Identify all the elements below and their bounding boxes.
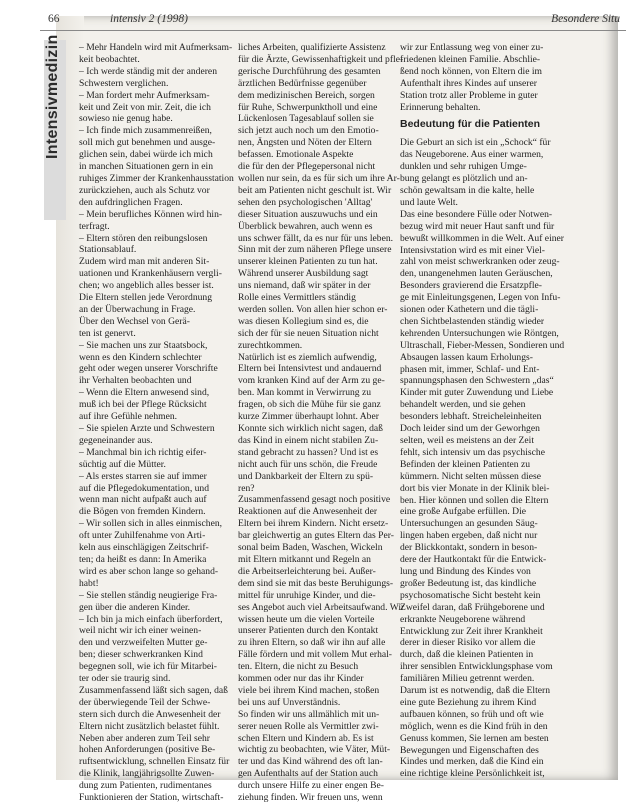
- text-line: ben. Hier können und sollen die Eltern: [400, 494, 549, 506]
- text-line: geht oder wegen unserer Vorschrifte: [79, 363, 218, 375]
- text-line: ärztlichen Bedürfnisse gegenüber: [238, 77, 367, 89]
- text-line: was diesen Kollegium sind es, die: [238, 315, 369, 327]
- text-line: Überblick bewahren, auch wenn es: [238, 220, 373, 232]
- text-line: das Neugeborene. Aus einer warmen,: [400, 149, 544, 161]
- text-line: Reaktionen auf die Anwesenheit der: [238, 506, 378, 518]
- text-line: ten; da heißt es dann: In Amerika: [79, 553, 207, 565]
- text-line: – Ich werde ständig mit der anderen: [79, 65, 217, 77]
- text-line: ihr Verhalten beobachten und: [79, 375, 192, 387]
- text-line: den, unangenehmen lauten Geräuschen,: [400, 268, 553, 280]
- text-line: Entwicklung zur Zeit ihrer Krankheit: [400, 625, 543, 637]
- text-line: schen Eltern und Kindern ab. Es ist: [238, 732, 374, 744]
- text-line: werden sollen. Von allen hier schon er-: [238, 303, 388, 315]
- text-line: Während unserer Ausbildung sagt: [238, 268, 369, 280]
- text-line: Das eine besondere Fülle oder Notwen-: [400, 208, 553, 220]
- text-line: Station trotz aller Probleme in guter: [400, 89, 538, 101]
- text-line: – Man fordert mehr Aufmerksam-: [79, 89, 210, 101]
- text-line: dung zum Patienten, rudimentanes: [79, 780, 212, 792]
- text-line: aufbauen können, so früh und oft wie: [400, 708, 544, 720]
- text-line: zahl von meist schwerkranken oder zeug-: [400, 256, 560, 268]
- text-line: zurückziehen, auch als Schutz vor: [79, 184, 210, 196]
- text-line: für die Ärzte, Gewissenhaftigkeit und pfle-: [238, 53, 404, 65]
- text-line: für Ruhe, Schwerpunktholl und eine: [238, 101, 378, 113]
- text-line: Die Eltern stellen jede Verordnung: [79, 292, 213, 304]
- text-line: Fälle fördern und mit vollem Mut erhal-: [238, 649, 392, 661]
- text-line: Zusammenfassend läßt sich sagen, daß: [79, 684, 228, 696]
- text-line: vom kranken Kind auf der Arm zu ge-: [238, 375, 385, 387]
- text-line: Funktionieren der Station, wirtschaft-: [79, 792, 224, 804]
- text-line: viele bei ihrem Kind machen, stoßen: [238, 684, 380, 696]
- text-line: und laute Welt.: [400, 196, 458, 208]
- text-line: chen Sichtbelastenden ständig wieder: [400, 315, 545, 327]
- text-line: sich jetzt auch noch um den Emotio-: [238, 125, 379, 137]
- text-line: unserer Patienten durch den Kontakt: [238, 625, 379, 637]
- text-line: glichen sein, dabei würde ich mich: [79, 149, 213, 161]
- journal-title: intensiv 2 (1998): [110, 13, 188, 25]
- text-line: spannungsphasen den Schwestern „das“: [400, 375, 554, 387]
- text-line: So finden wir uns allmählich mit un-: [238, 708, 380, 720]
- text-line: Zusammenfassend gesagt noch positive: [238, 494, 391, 506]
- article-running-title: Besondere Situ: [551, 13, 620, 25]
- text-line: Rolle eines Vermittlers ständig: [238, 292, 356, 304]
- text-line: psychosomatische Sicht besteht kein: [400, 589, 541, 601]
- text-line: ge mit Einleitungsgenen, Legen von Infu-: [400, 292, 561, 304]
- text-line: uns niemand, daß wir später in der: [238, 280, 371, 292]
- text-line: Kindes und merken, daß die Kind ein: [400, 756, 544, 768]
- text-line: wir zur Entlassung weg von einer zu-: [400, 42, 544, 53]
- text-line: – Ich bin ja mich einfach überfordert,: [79, 613, 223, 625]
- text-line: – Eltern stören den reibungslosen: [79, 232, 208, 244]
- text-line: kurze Zimmer überhaupt lohnt. Aber: [238, 411, 379, 423]
- text-line: gen über die anderen Kinder.: [79, 601, 191, 613]
- text-column-middle: [238, 42, 405, 804]
- text-line: bar gleichwertig an gutes Eltern das Per-: [238, 530, 394, 542]
- text-line: bung gelangt es plötzlich und an-: [400, 173, 528, 185]
- text-line: ßend noch können, von Eltern die im: [400, 65, 543, 77]
- text-line: Kinder mit guter Zuwendung und Liebe: [400, 387, 554, 399]
- text-line: dem sind sie mit das beste Beruhigungs-: [238, 577, 394, 589]
- text-line: – Wenn die Eltern anwesend sind,: [79, 387, 210, 399]
- text-line: Untersuchungen an gesunden Säug-: [400, 518, 538, 530]
- text-line: selten, weil es meistens an der Zeit: [400, 435, 535, 446]
- text-line: Bewegungen und Eigenschaften des: [400, 744, 539, 756]
- text-line: gen Aufenthalts auf der Station auch: [238, 768, 378, 780]
- text-line: – Mehr Handeln wird mit Aufmerksam-: [79, 42, 233, 53]
- text-line: sonal beim Baden, Waschen, Wickeln: [238, 542, 383, 554]
- text-line: sich der für sie neuen Situation nicht: [238, 327, 379, 339]
- text-line: friedenen kleinen Familie. Abschlie-: [400, 53, 541, 65]
- text-line: Aufenthalt ihres Kindes auf unserer: [400, 77, 537, 89]
- text-line: durch, daß die kleinen Patienten in: [400, 649, 534, 661]
- text-column-left: [79, 42, 234, 804]
- text-line: sehen den psychologischen 'Alltag': [238, 196, 373, 208]
- section-body: [400, 137, 565, 780]
- text-line: familiären Milieu getrennt werden.: [400, 673, 535, 685]
- text-line: zu ihren Eltern, so daß wir ihn auf alle: [238, 637, 386, 649]
- text-line: dunklen und sehr ruhigen Umge-: [400, 161, 527, 173]
- text-line: ben. Man kommt in Verwirrung zu: [238, 387, 372, 399]
- text-line: – Wir sollen sich in alles einmischen,: [79, 518, 223, 530]
- text-line: weil nicht wir ich einer weinen-: [79, 625, 202, 637]
- text-line: nicht auch für uns schön, die Freude: [238, 458, 378, 470]
- text-line: wissen heute um die vielen Vorteile: [238, 613, 375, 625]
- text-line: beit am Patienten nicht geschult ist. Wir: [238, 184, 392, 196]
- text-line: serer neuen Rolle als Vermittler zwi-: [238, 720, 379, 732]
- text-line: hohen Anforderungen (positive Be-: [79, 744, 216, 756]
- text-line: Genuss kommen, Sie lernen am besten: [400, 732, 549, 744]
- text-line: ziehung finden. Wir freuen uns, wenn: [238, 792, 383, 804]
- text-line: eine große Aufgabe erfüllen. Die: [400, 506, 526, 518]
- text-line: auf ihre Gefühle nehmen.: [79, 411, 178, 423]
- text-line: behandelt werden, und sie gehen: [400, 399, 526, 411]
- text-line: dere der Hautkontakt für die Entwick-: [400, 554, 547, 566]
- text-line: befassen. Emotionale Aspekte: [238, 149, 354, 161]
- text-line: soll mich gut benehmen und ausge-: [79, 137, 216, 149]
- text-line: ter oder sie traurig sind.: [79, 673, 171, 685]
- text-line: gegeneinander aus.: [79, 434, 153, 446]
- text-line: ruhiges Zimmer der Krankenhausstation: [79, 172, 234, 184]
- text-line: lingen haben ergeben, daß nicht nur: [400, 530, 538, 542]
- text-line: zurechtkommen.: [238, 339, 303, 351]
- text-line: großer Bedeutung ist, das kindliche: [400, 577, 537, 589]
- text-line: dieser Situation auszuwuchs und ein: [238, 208, 378, 220]
- text-line: möglich, wenn es die Kind früh in den: [400, 720, 548, 732]
- text-line: in manchen Situationen gern in ein: [79, 161, 214, 173]
- text-line: stern sich durch die Anwesenheit der: [79, 708, 221, 720]
- text-line: Zudem wird man mit anderen Sit-: [79, 256, 210, 268]
- text-line: wird es aber schon lange so gehand-: [79, 565, 219, 577]
- text-line: – Sie stellen ständig neugierige Fra-: [79, 589, 218, 601]
- text-line: chen; wo angeblich alles besser ist.: [79, 280, 214, 292]
- text-line: gerische Durchführung des gesamten: [238, 65, 381, 77]
- text-line: und Dankbarkeit der Eltern zu spü-: [238, 470, 374, 482]
- closing-paragraph: [400, 42, 544, 113]
- text-line: derer in dieser Risiko vor allem die: [400, 637, 536, 649]
- text-line: Stationsablauf.: [79, 244, 137, 256]
- text-line: mit Eltern mitkannt und Regeln an: [238, 553, 371, 565]
- text-line: erkrankte Neugeborene während: [400, 613, 526, 625]
- text-line: Darum ist es notwendig, daß die Eltern: [400, 685, 551, 697]
- text-line: – Sie spielen Arzte und Schwestern: [79, 423, 215, 434]
- text-line: süchtig auf die Mütter.: [79, 458, 166, 470]
- text-line: terfragt.: [79, 220, 110, 232]
- text-line: wenn es den Kindern schlechter: [79, 351, 202, 363]
- text-line: an der Überwachung in Frage.: [79, 303, 196, 315]
- text-line: Eltern bei Intensivtest und andauernd: [238, 363, 382, 375]
- running-header: [40, 8, 626, 31]
- text-line: die Klinik, langjährigsollte Zuwen-: [79, 768, 215, 780]
- text-line: ren?: [238, 482, 255, 494]
- text-line: keln aus einschlägigen Zeitschrif-: [79, 542, 209, 554]
- text-line: das Kind in einem nicht stabilen Zu-: [238, 434, 379, 446]
- text-line: – Manchmal bin ich richtig eifer-: [79, 446, 207, 458]
- text-line: durch unsere Hilfe zu einer engen Be-: [238, 780, 384, 792]
- text-line: den aufdringlichen Fragen.: [79, 196, 183, 208]
- text-line: unserer kleinen Patienten zu tun hat.: [238, 256, 378, 268]
- text-line: bewußt willkommen in die Welt. Auf einer: [400, 232, 564, 244]
- text-line: uationen und Krankenhäusern vergli-: [79, 268, 222, 280]
- text-line: schön gewaltsam in die kalte, helle: [400, 184, 535, 196]
- text-line: Befinden der kleinen Patienten zu: [400, 458, 531, 470]
- text-line: lung und Bindung des Kindes von: [400, 565, 531, 577]
- text-line: Die Geburt an sich ist ein „Schock“ für: [400, 137, 551, 149]
- text-line: Über den Wechsel von Gerä-: [79, 315, 190, 327]
- text-line: die Arbeitserleichterung bei. Außer-: [238, 565, 376, 577]
- text-line: ter und das Kind während des oft lan-: [238, 756, 383, 768]
- text-line: ses Angebot auch viel Arbeitsaufwand. Wir: [238, 601, 405, 613]
- text-line: wichtig zu beobachten, wie Väter, Müt-: [238, 744, 391, 756]
- text-line: kümmern. Nicht selten müssen diese: [400, 470, 541, 482]
- page-number: 66: [48, 13, 60, 25]
- text-line: eine richtige kleine Persönlichkeit ist,: [400, 768, 545, 780]
- text-line: eine gute Beziehung zu ihrem Kind: [400, 696, 537, 708]
- text-column-right: [400, 42, 565, 780]
- text-line: Zweifel daran, daß Frühgeborene und: [400, 601, 545, 613]
- text-line: – Ich finde mich zusammenreißen,: [79, 125, 212, 137]
- text-line: Konnte sich wirklich nicht sagen, daß: [238, 423, 383, 434]
- text-line: muß ich bei der Pflege Rücksicht: [79, 399, 207, 411]
- text-line: phasen mit, immer, Schlaf- und Ent-: [400, 363, 540, 375]
- text-line: – Mein berufliches Können wird hin-: [79, 208, 223, 220]
- text-line: keit und Zeit von mir. Zeit, die ich: [79, 101, 211, 113]
- section-heading: Bedeutung für die Patienten: [400, 118, 541, 131]
- text-line: liches Arbeiten, qualifizierte Assistenz: [238, 42, 386, 53]
- text-line: Erinnerung behalten.: [400, 101, 481, 113]
- text-line: nen, Ängsten und Nöten der Eltern: [238, 137, 372, 149]
- text-line: ten ist genervt.: [79, 327, 136, 339]
- text-line: wenn man nicht aufpaßt auch auf: [79, 494, 207, 506]
- text-line: kommen oder nur das ihr Kinder: [238, 673, 364, 685]
- text-line: oft unter Zuhilfenahme von Arti-: [79, 530, 206, 542]
- text-line: ten. Eltern, die nicht zu Besuch: [238, 661, 359, 673]
- text-line: mittel für unruhige Kinder, und die-: [238, 589, 376, 601]
- text-line: Natürlich ist es ziemlich aufwendig,: [238, 351, 377, 363]
- text-line: Intensivstation wird es mit einer Viel-: [400, 244, 545, 256]
- text-line: Neben aber anderen zum Teil sehr: [79, 732, 211, 744]
- text-line: dort bis vier Monate in der Klinik blei-: [400, 482, 550, 494]
- text-line: begegnen soll, wie ich für Mitarbei-: [79, 661, 217, 673]
- text-line: sionen oder Kathetern und die tägli-: [400, 304, 539, 316]
- text-line: Absaugen lassen kaum Erholungs-: [400, 351, 533, 363]
- text-line: bei uns auf Unverständnis.: [238, 696, 341, 708]
- text-line: Doch leider sind um der Geworhgen: [400, 423, 540, 435]
- text-line: bezug wird mit neuer Haut sanft und für: [400, 220, 555, 232]
- text-line: uns schwer fällt, da es nur für uns leben.: [238, 232, 394, 244]
- text-line: fragen, ob sich die Mühe für sie ganz: [238, 399, 381, 411]
- text-line: Besonders gravierend die Ersatzpfle-: [400, 280, 542, 292]
- text-line: wollen nur sein, da es für sich um ihre Ar-: [238, 172, 400, 184]
- text-line: – Als erstes starren sie auf immer: [79, 470, 207, 482]
- section-label: Intensivmedizin: [44, 34, 61, 159]
- text-line: der überwiegende Teil der Schwe-: [79, 696, 211, 708]
- text-line: Eltern nicht zusätzlich belastet fühlt.: [79, 720, 220, 732]
- text-line: Ultraschall, Fieber-Messen, Sondieren und: [400, 339, 565, 351]
- text-line: ben; dieser schwerkranken Kind: [79, 649, 203, 661]
- text-line: den und verzweifelten Mutter ge-: [79, 637, 208, 649]
- text-line: Eltern bei ihrem Kindern. Nicht ersetz-: [238, 518, 389, 530]
- text-line: der Blickkontakt, sondern in beson-: [400, 542, 538, 554]
- text-line: fehlt, sich intensiv um das psychische: [400, 446, 545, 458]
- text-line: dem medizinischen Bereich, sorgen: [238, 89, 375, 101]
- text-line: habt!: [79, 577, 99, 589]
- text-line: kehrenden Untersuchungen wie Röntgen,: [400, 327, 559, 339]
- text-line: keit beobachtet.: [79, 53, 140, 65]
- text-line: ruftsentwicklung, schnellen Einsatz für: [79, 756, 230, 768]
- text-line: Schwestern verglichen.: [79, 77, 169, 89]
- text-line: Lückenlosen Tagesablauf sollen sie: [238, 113, 374, 125]
- text-line: besonders lebhaft. Streicheleinheiten: [400, 411, 542, 423]
- text-line: die für den der Pflegepersonal nicht: [238, 161, 376, 173]
- text-line: – Sie machen uns zur Staatsbock,: [79, 339, 208, 351]
- text-line: ihrer sensiblen Entwicklungsphase vom: [400, 661, 553, 673]
- text-line: Sinn mit der zum näheren Pflege unsere: [238, 244, 392, 256]
- text-line: sowieso nie genug habe.: [79, 113, 173, 125]
- text-line: stand gebracht zu hassen? Und ist es: [238, 446, 379, 458]
- text-line: die Bögen von fremden Kindern.: [79, 506, 206, 518]
- text-line: auf die Pflegedokumentation, und: [79, 482, 210, 494]
